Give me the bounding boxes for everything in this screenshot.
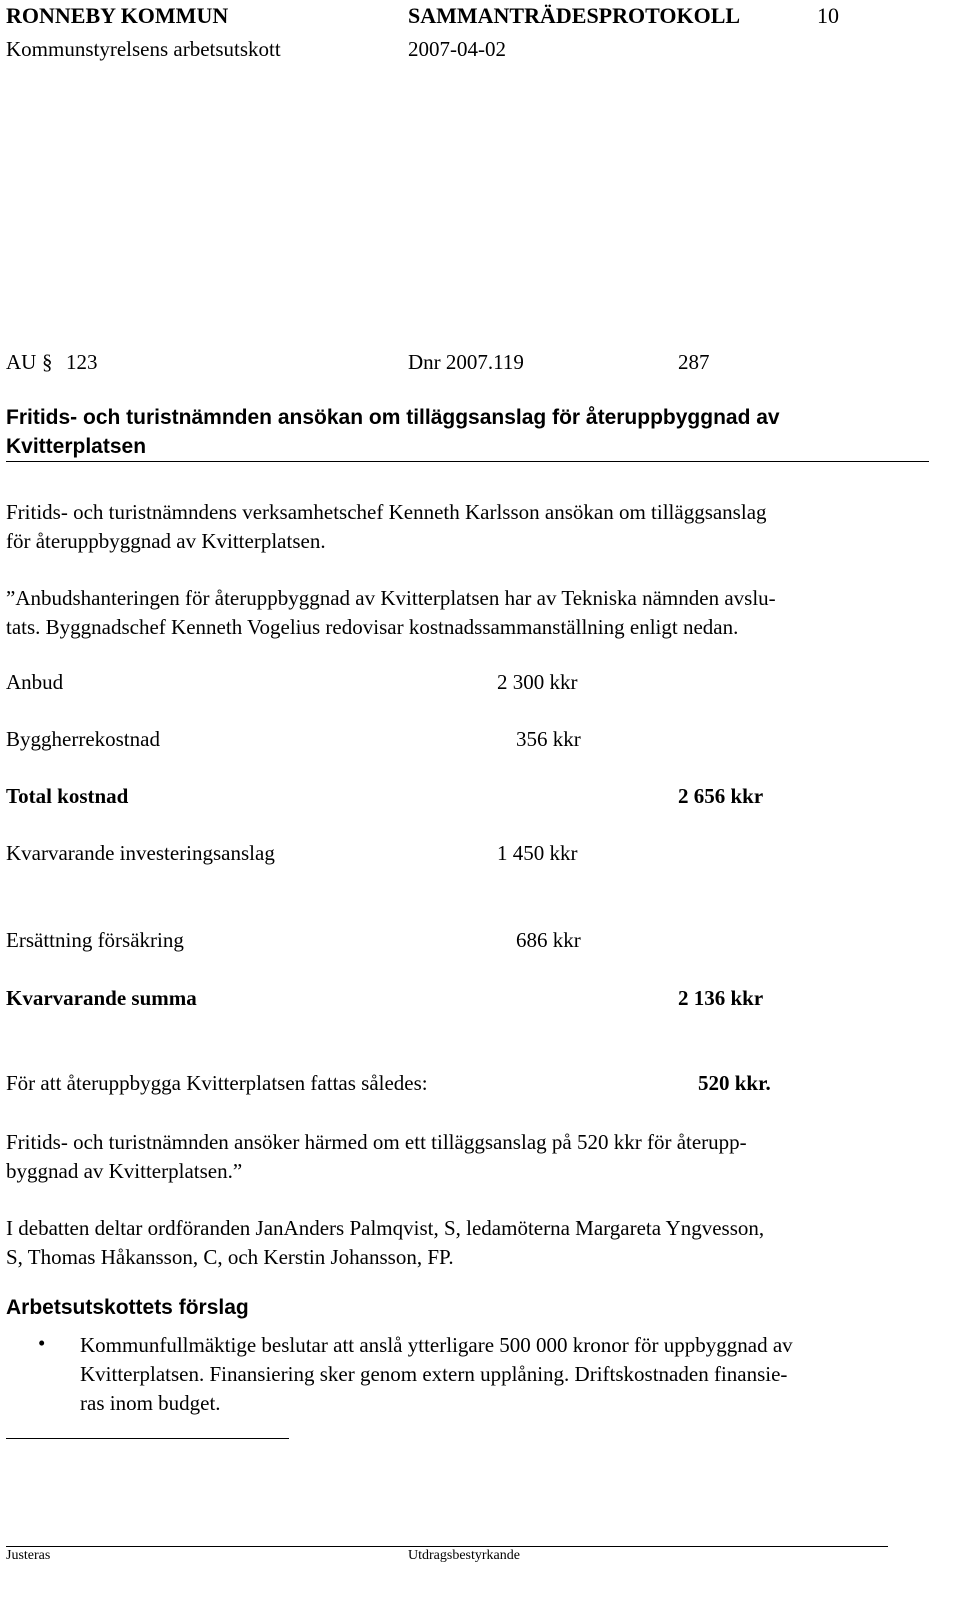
conclusion-label: För att återuppbygga Kvitterplatsen fattas således: [6, 1071, 428, 1095]
bullet-icon: • [38, 1331, 46, 1355]
footer-utdragsbestyrkande: Utdragsbestyrkande [408, 1548, 520, 1563]
quote-line-1: ”Anbudshanteringen för återuppbyggnad av Kvitterplatsen har av Tekniska nämnden avslu- [6, 586, 776, 610]
cost-total-kvarvarande-summa: 2 136 kkr [678, 986, 764, 1010]
cost-total-total: 2 656 kkr [678, 784, 764, 808]
intro-line-2: för återuppbyggnad av Kvitterplatsen. [6, 529, 326, 553]
footer-rule [6, 1546, 888, 1547]
reference-number: 287 [678, 350, 710, 374]
case-title-line-2: Kvitterplatsen [6, 435, 147, 458]
intro-line-1: Fritids- och turistnämndens verksamhetschef Kenneth Karlsson ansökan om tilläggsanslag [6, 500, 767, 524]
title-underline [6, 461, 929, 462]
diary-number: Dnr 2007.119 [408, 350, 524, 374]
signature-line [6, 1438, 289, 1439]
cost-label-byggherrekostnad: Byggherrekostnad [6, 727, 160, 751]
application-paragraph [6, 1128, 936, 1186]
proposal-line-2: Kvitterplatsen. Finansiering sker genom extern upplåning. Driftskostnaden finansie- [80, 1362, 788, 1386]
cost-amount-ersattning-forsakring: 686 kkr [516, 928, 581, 952]
quote-line-2: tats. Byggnadschef Kenneth Vogelius redovisar kostnadssammanställning enligt nedan. [6, 615, 739, 639]
municipality-name: RONNEBY KOMMUN [6, 3, 229, 28]
cost-amount-kvarvarande-investeringsanslag: 1 450 kkr [497, 841, 578, 865]
application-line-1: Fritids- och turistnämnden ansöker härmed om ett tilläggsanslag på 520 kkr för återupp- [6, 1130, 747, 1154]
cost-label-anbud: Anbud [6, 670, 64, 694]
quote-paragraph [6, 584, 936, 642]
application-line-2: byggnad av Kvitterplatsen.” [6, 1159, 243, 1183]
committee-name: Kommunstyrelsens arbetsutskott [6, 37, 281, 61]
au-number: 123 [66, 350, 98, 374]
intro-paragraph [6, 498, 936, 556]
meeting-date: 2007-04-02 [408, 37, 506, 61]
cost-label-kvarvarande-investeringsanslag: Kvarvarande investeringsanslag [6, 841, 275, 865]
proposal-text [80, 1331, 793, 1418]
au-label: AU [6, 350, 37, 374]
conclusion-amount: 520 kkr. [698, 1071, 771, 1095]
cost-amount-byggherrekostnad: 356 kkr [516, 727, 581, 751]
cost-label-total: Total kostnad [6, 784, 129, 808]
cost-label-kvarvarande-summa: Kvarvarande summa [6, 986, 197, 1010]
proposal-line-1: Kommunfullmäktige beslutar att anslå ytterligare 500 000 kronor för uppbyggnad av [80, 1333, 793, 1357]
proposal-line-3: ras inom budget. [80, 1391, 221, 1415]
case-title-line-1: Fritids- och turistnämnden ansökan om tilläggsanslag för återuppbyggnad av [6, 406, 780, 429]
cost-label-ersattning-forsakring: Ersättning försäkring [6, 928, 184, 952]
footer-justeras: Justeras [6, 1548, 51, 1563]
page-number: 10 [817, 3, 839, 28]
debate-paragraph [6, 1214, 936, 1272]
debate-line-2: S, Thomas Håkansson, C, och Kerstin Johansson, FP. [6, 1245, 454, 1269]
document-type: SAMMANTRÄDESPROTOKOLL [408, 3, 741, 28]
cost-amount-anbud: 2 300 kkr [497, 670, 578, 694]
debate-line-1: I debatten deltar ordföranden JanAnders Palmqvist, S, ledamöterna Margareta Yngvesson, [6, 1216, 765, 1240]
proposal-heading: Arbetsutskottets förslag [6, 1296, 249, 1319]
section-symbol: § [42, 350, 53, 374]
